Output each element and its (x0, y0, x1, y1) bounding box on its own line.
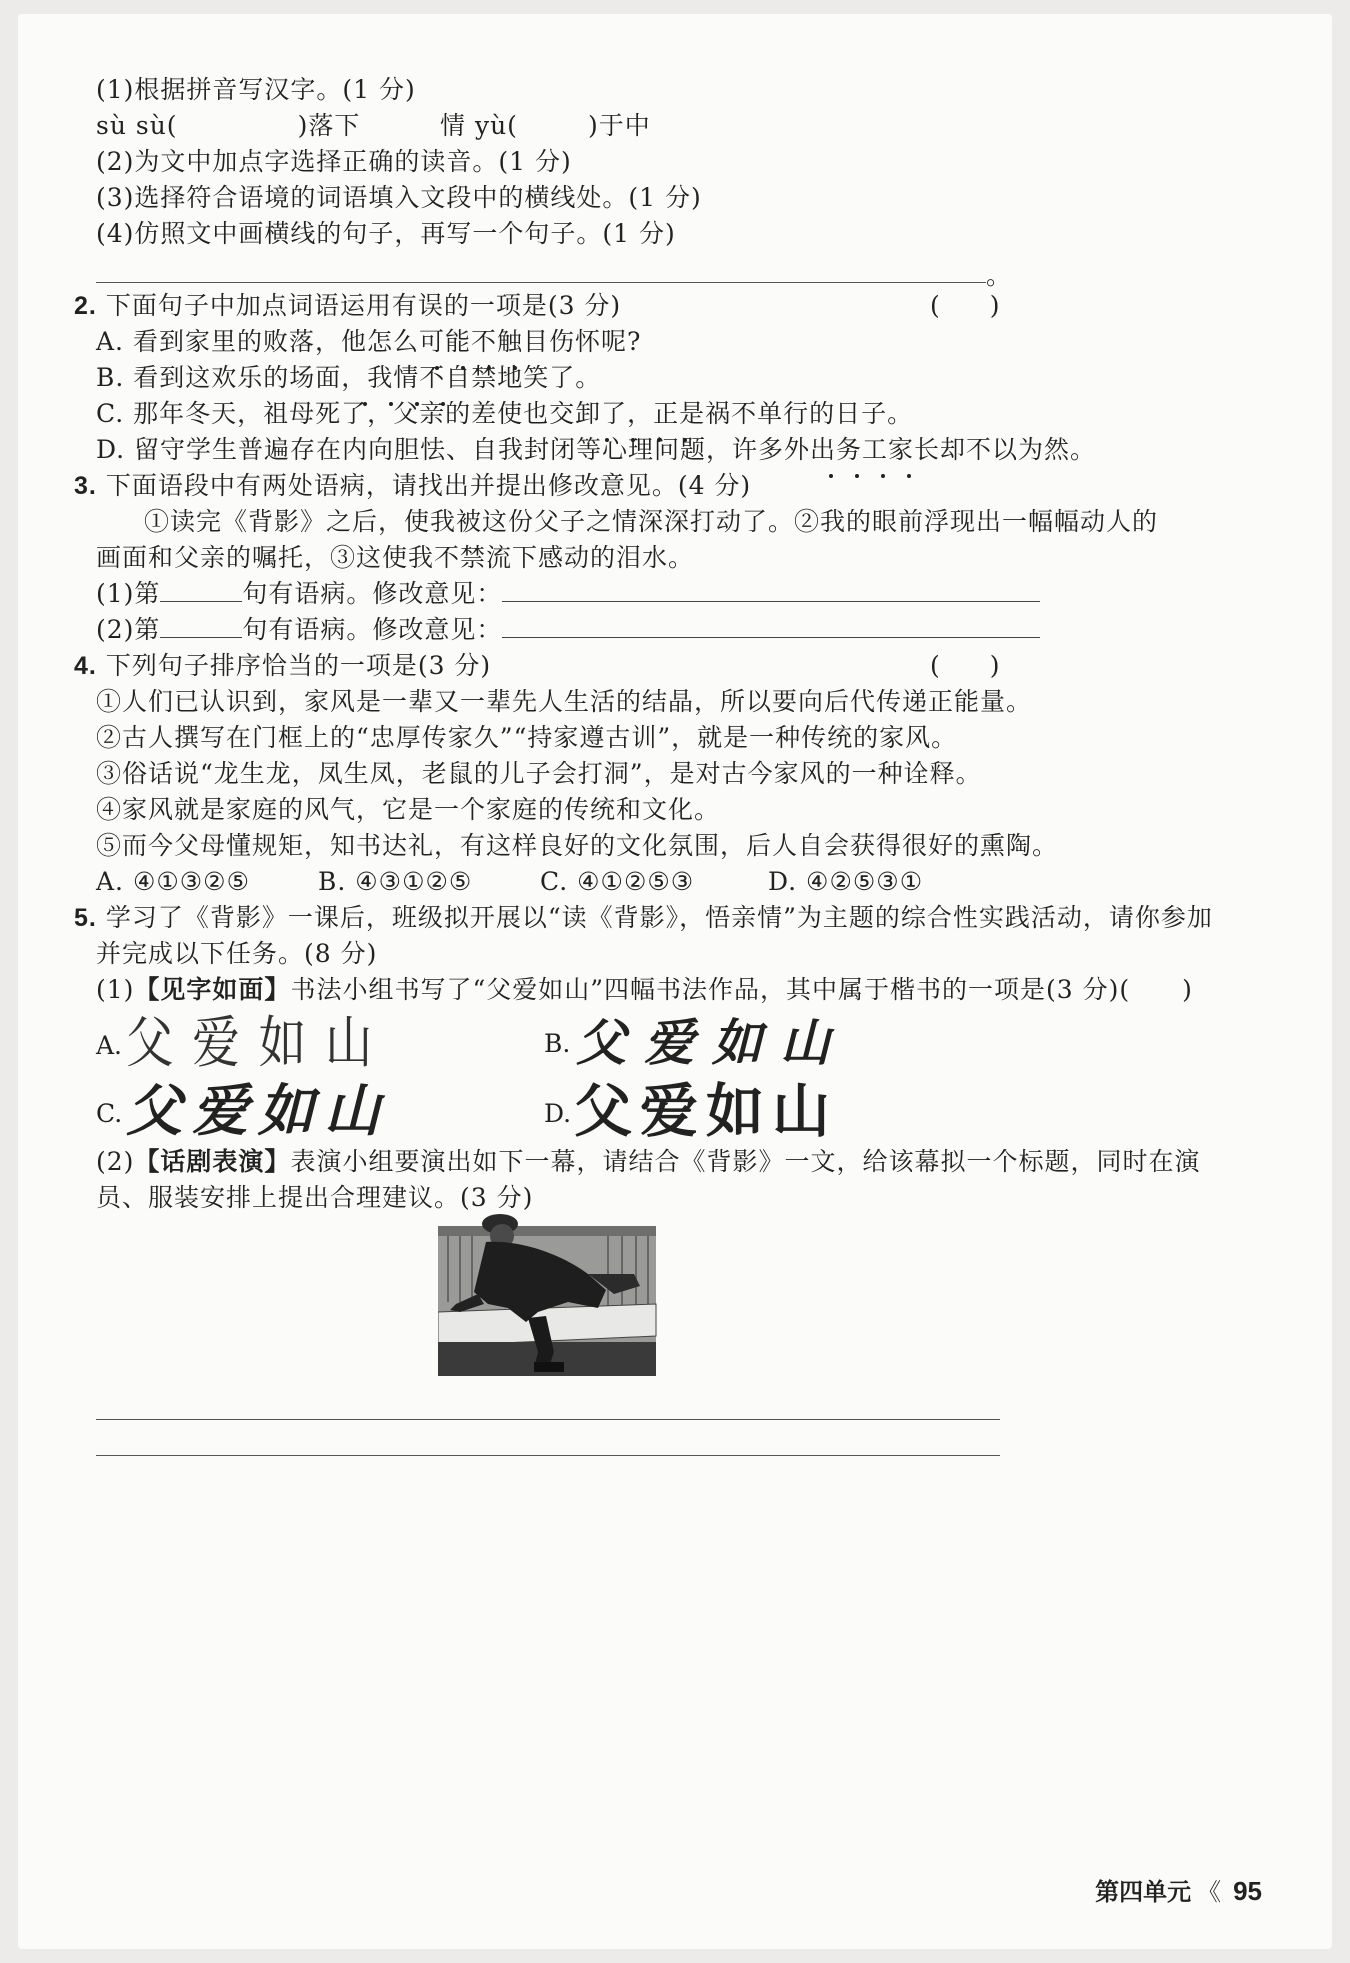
q3-answer2-prefix: (2)第 (96, 615, 161, 644)
pinyin2-prefix: 情 yù( (440, 111, 518, 140)
q5-task2-text: 表演小组要演出如下一幕，请结合《背影》一文，给该幕拟一个标题，同时在演 (290, 1147, 1201, 1176)
answer-line-2[interactable] (96, 1455, 1000, 1456)
q3-stem (74, 468, 751, 504)
calli-label-a: A. (96, 1031, 123, 1060)
q1-pinyin-line (96, 108, 360, 144)
worksheet-page (18, 14, 1332, 1949)
calli-label-c: C. (96, 1099, 123, 1128)
q4-option-a: A. ④①③②⑤ (96, 867, 251, 896)
q5-task2-line1 (96, 1144, 1200, 1180)
q3-answer1-label: 句有语病。修改意见： (242, 579, 503, 608)
q1-sub2: (2)为文中加点字选择正确的读音。(1 分) (96, 147, 572, 176)
q5-stem-text: 学习了《背影》一课后，班级拟开展以“读《背影》，悟亲情”为主题的综合性实践活动，请你参加 (105, 903, 1213, 932)
q5-task2-line2: 员、服装安排上提出合理建议。(3 分) (96, 1183, 534, 1212)
q1-sub1: (1)根据拼音写汉字。(1 分) (96, 75, 416, 104)
calligraphy-seal-script: 父爱如山 (126, 1011, 392, 1076)
emphasis-dot (881, 474, 885, 478)
unit-label: 第四单元 (1095, 1879, 1192, 1906)
q2-option-d: D. 留守学生普遍存在内向胆怯、自我封闭等心理问题，许多外出务工家长却不以为然。 (96, 435, 1097, 464)
q4-option-d: D. ④②⑤③① (768, 867, 924, 896)
pinyin1-suffix: )落下 (297, 111, 361, 140)
q2-answer-bracket[interactable]: ( ) (930, 291, 1000, 320)
q4-answer-bracket[interactable]: ( ) (930, 651, 1000, 680)
q4-sentence-2: ②古人撰写在门框上的“忠厚传家久”“持家遵古训”，就是一种传统的家风。 (96, 723, 958, 752)
pinyin2-suffix: )于中 (587, 111, 651, 140)
end-mark: 。 (986, 261, 1013, 290)
q3-stem-text: 下面语段中有两处语病，请找出并提出修改意见。(4 分) (105, 471, 752, 500)
pinyin1-prefix: sù sù( (96, 111, 178, 140)
q3-answer2-opinion-blank[interactable] (502, 613, 1040, 638)
emphasis-dot (829, 474, 833, 478)
q3-answer2-sentence-blank[interactable] (160, 613, 242, 638)
q4-option-b: B. ④③①②⑤ (318, 867, 473, 896)
q3-answer1-opinion-blank[interactable] (502, 577, 1040, 602)
q2-option-a: A. 看到家里的败落，他怎么可能不触目伤怀呢? (96, 327, 642, 356)
answer-line[interactable] (96, 282, 986, 283)
q3-answer1-sentence-blank[interactable] (160, 577, 242, 602)
q5-task1-prefix: (1) (96, 975, 135, 1004)
q5-number: 5. (74, 904, 97, 932)
q2-option-c: C. 那年冬天，祖母死了，父亲的差使也交卸了，正是祸不单行的日子。 (96, 399, 914, 428)
q4-number: 4. (74, 652, 97, 680)
q3-answer2-label: 句有语病。修改意见： (242, 615, 503, 644)
answer-line-1[interactable] (96, 1419, 1000, 1420)
q3-passage-line1: ①读完《背影》之后，使我被这份父子之情深深打动了。②我的眼前浮现出一幅幅动人的 (144, 507, 1159, 536)
q4-option-c: C. ④①②⑤③ (540, 867, 695, 896)
q3-answer2 (96, 612, 1040, 648)
q3-number: 3. (74, 472, 97, 500)
q5-task1-tag: 【见字如面】 (134, 975, 291, 1004)
q4-sentence-3: ③俗话说“龙生龙，凤生凤，老鼠的儿子会打洞”，是对古今家风的一种诠释。 (96, 759, 982, 788)
emphasis-dot (855, 474, 859, 478)
q5-task1-text: 书法小组书写了“父爱如山”四幅书法作品，其中属于楷书的一项是(3 分)( ) (290, 975, 1193, 1004)
page-footer (1095, 1876, 1262, 1908)
q4-sentence-4: ④家风就是家庭的风气，它是一个家庭的传统和文化。 (96, 795, 721, 824)
q5-task2-tag: 【话剧表演】 (134, 1147, 291, 1176)
emphasis-dot (907, 474, 911, 478)
q5-task1 (96, 972, 1193, 1008)
q5-stem-line1 (74, 900, 1213, 936)
double-chevron-left-icon: 《 (1197, 1879, 1222, 1906)
q2-stem (74, 288, 621, 324)
q1-sub4: (4)仿照文中画横线的句子，再写一个句子。(1 分) (96, 219, 676, 248)
q1-pinyin2-line (440, 108, 651, 144)
q4-sentence-5: ⑤而今父母懂规矩，知书达礼，有这样良好的文化氛围，后人自会获得很好的熏陶。 (96, 831, 1059, 860)
q2-number: 2. (74, 292, 97, 320)
q3-answer1 (96, 576, 1040, 612)
q1-sub3: (3)选择符合语境的词语填入文段中的横线处。(1 分) (96, 183, 702, 212)
calli-label-b: B. (544, 1029, 571, 1058)
q4-sentence-1: ①人们已认识到，家风是一辈又一辈先人生活的结晶，所以要向后代传递正能量。 (96, 687, 1033, 716)
q2-option-b: B. 看到这欢乐的场面，我情不自禁地笑了。 (96, 363, 602, 392)
calligraphy-running-script: 父爱如山 (126, 1078, 390, 1144)
q4-stem-text: 下列句子排序恰当的一项是(3 分) (105, 651, 492, 680)
q2-stem-text: 下面句子中加点词语运用有误的一项是(3 分) (105, 291, 622, 320)
page-number: 95 (1233, 1876, 1262, 1906)
calli-label-d: D. (544, 1099, 572, 1128)
calligraphy-cursive-script: 父爱如山 (576, 1013, 848, 1072)
q5-stem-line2: 并完成以下任务。(8 分) (96, 939, 378, 968)
father-climbing-illustration (438, 1212, 658, 1380)
q4-stem (74, 648, 491, 684)
q3-answer1-prefix: (1)第 (96, 579, 161, 608)
q3-passage-line2: 画面和父亲的嘱托，③这使我不禁流下感动的泪水。 (96, 543, 695, 572)
calligraphy-regular-script: 父爱如山 (574, 1077, 839, 1145)
q5-task2-prefix: (2) (96, 1147, 135, 1176)
